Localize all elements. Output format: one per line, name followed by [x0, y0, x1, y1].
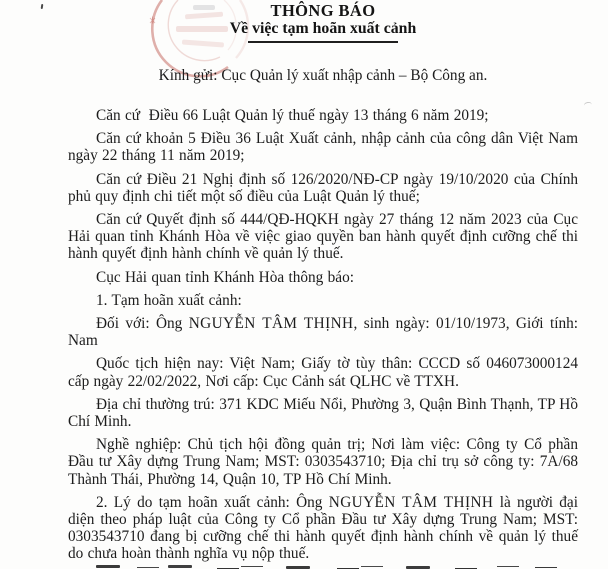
- clipped-glyph-tops: [96, 565, 120, 568]
- salutation-line: Kính gửi: Cục Quản lý xuất nhập cảnh – Bộ Công an.: [158, 67, 488, 84]
- legal-basis-4: Căn cứ Quyết định số 444/QĐ-HQKH ngày 27 tháng 12 năm 2023 của Cục Hải quan tỉnh Khánh Hòa về việc giao quyền ban hành quyết định cưỡng chế thi hành quyết định hành chính về quản lý thuế.: [68, 211, 578, 263]
- section-2-reason-line: [68, 494, 578, 563]
- section-1-heading: 1. Tạm hoãn xuất cảnh:: [96, 291, 242, 309]
- legal-basis-2: Căn cứ khoản 5 Điều 36 Luật Xuất cảnh, nhập cảnh của công dân Việt Nam ngày 22 tháng 11 năm 2019;: [68, 130, 578, 165]
- address-line: Địa chỉ thường trú: 371 KDC Miếu Nổi, Phường 3, Quận Bình Thạnh, TP Hồ Chí Minh.: [68, 395, 578, 431]
- reason-suffix: là người đại diện theo pháp luật của Công ty Cổ phần Đầu tư Xây dựng Trung Nam; MST: 0303543710 đang bị cưỡng chế thi hành quyết định hành chính về quản lý thuế do chưa hoàn thành nghĩa vụ nộp thuế.: [68, 493, 578, 563]
- scan-speck: [584, 101, 593, 108]
- nationality-line: Quốc tịch hiện nay: Việt Nam; Giấy tờ tùy thân: CCCD số 046073000124 cấp ngày 22/02/2022, Nơi cấp: Cục Cảnh sát QLHC về TTXH.: [68, 355, 578, 390]
- occupation-line: Nghề nghiệp: Chủ tịch hội đồng quản trị; Nơi làm việc: Công ty Cổ phần Đầu tư Xây dựng Trung Nam; MST: 0303543710; Địa chỉ trụ sở công ty: 7A/68 Thành Thái, Phường 14, Quận 10, TP Hồ Chí Minh.: [68, 436, 578, 488]
- subject-prefix: Đối với: Ông: [96, 315, 189, 333]
- document-subtitle: Về việc tạm hoãn xuất cảnh: [229, 20, 417, 37]
- document-body: [68, 0, 578, 569]
- subject-name: NGUYỄN TÂM THỊNH: [188, 315, 354, 333]
- announcement-line: Cục Hải quan tỉnh Khánh Hòa thông báo:: [96, 268, 354, 286]
- title-divider: [248, 41, 398, 43]
- scan-speck: [41, 4, 44, 9]
- legal-basis-3: Căn cứ Điều 21 Nghị định số 126/2020/NĐ-CP ngày 19/10/2020 của Chính phủ quy định chi tiết một số điều của Luật Quản lý thuế;: [68, 170, 578, 205]
- cut-off-text-line: [96, 564, 568, 569]
- subject-line: [68, 315, 578, 349]
- subject-suffix: , sinh ngày: 01/10/1973, Giới tính: Nam: [68, 315, 578, 350]
- document-title: THÔNG BÁO: [270, 1, 376, 20]
- reason-prefix: 2. Lý do tạm hoãn xuất cảnh: Ông: [96, 493, 329, 511]
- subject-name: NGUYỄN TÂM THỊNH: [328, 493, 494, 511]
- legal-basis-1: Căn cứ Điều 66 Luật Quản lý thuế ngày 13 tháng 6 năm 2019;: [96, 107, 489, 124]
